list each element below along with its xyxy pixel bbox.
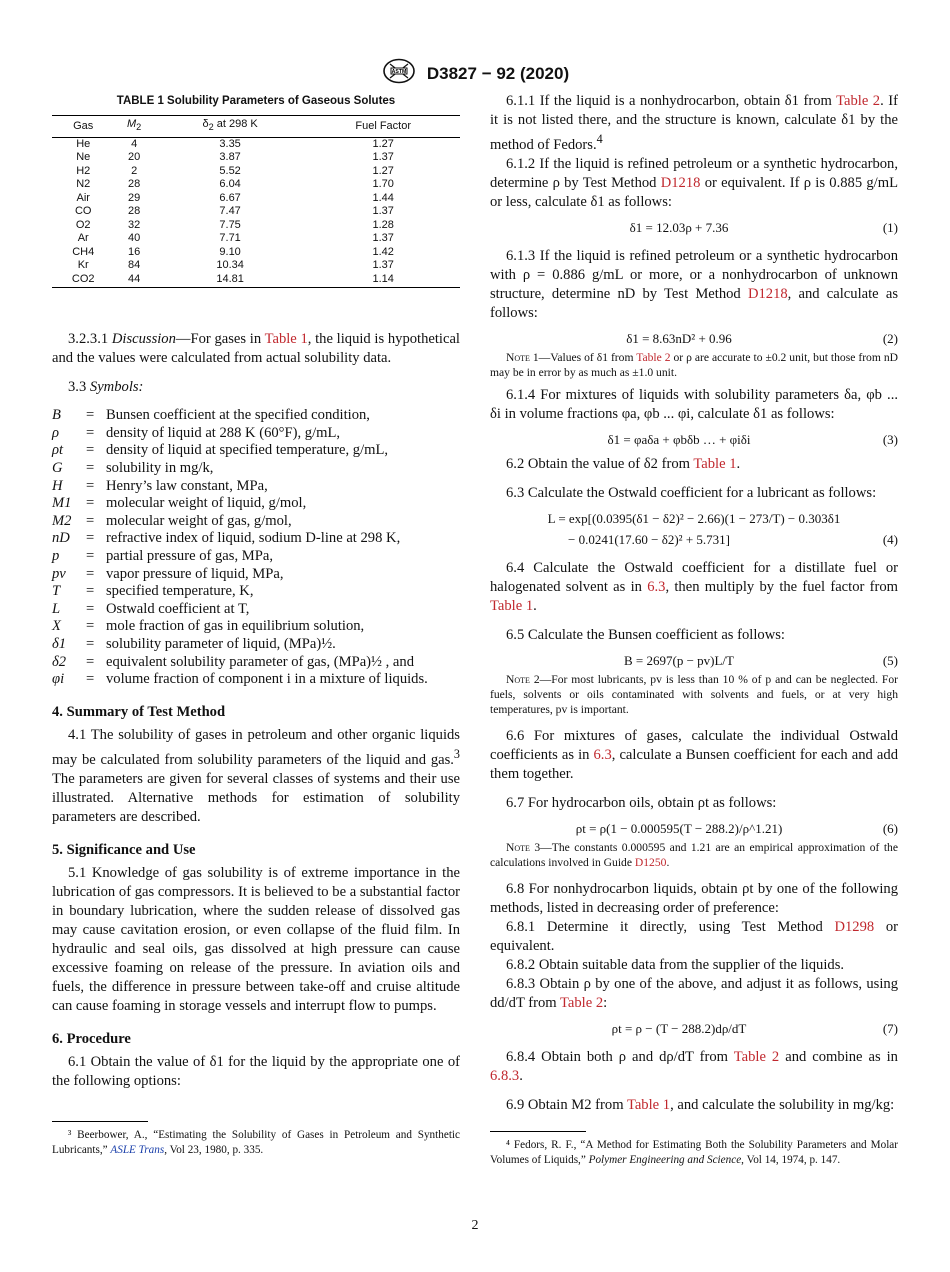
equals-sign: =	[86, 618, 95, 635]
symbol-row	[52, 548, 460, 566]
symbol-row	[52, 566, 460, 584]
symbols-list	[52, 407, 460, 689]
equation-3: δ1 = φaδa + φbδb … + φiδi (3)	[607, 431, 898, 447]
table-cell: Ar	[77, 232, 89, 245]
symbols-heading: 3.3 Symbols:	[68, 379, 144, 396]
table-row	[52, 137, 460, 151]
table-cell: 1.37	[372, 259, 394, 272]
equals-sign: =	[86, 442, 95, 459]
link-asle-trans[interactable]: ASLE Trans	[110, 1143, 165, 1156]
link-d1250[interactable]: D1250	[634, 855, 667, 869]
table-cell: 1.44	[372, 191, 394, 204]
symbol-definition: equivalent solubility parameter of gas, (MPa)½ , and	[106, 653, 415, 670]
table-cell: 1.37	[372, 232, 394, 245]
standard-designation: D3827 − 92 (2020)	[426, 63, 570, 83]
right-column	[490, 92, 898, 1168]
symbol-row	[52, 530, 460, 548]
symbol-row	[52, 671, 460, 689]
symbol-row	[52, 425, 460, 443]
equals-sign: =	[86, 583, 95, 600]
link-table-1-d[interactable]: Table 1	[626, 1096, 671, 1113]
symbol-row	[52, 618, 460, 636]
equation-4-line-1: L = exp[(0.0395(δ1 − δ2)² − 2.66)(1 − 273/T) − 0.303δ1	[547, 510, 841, 526]
paragraph-6-6: 6.6 For mixtures of gases, calculate the individual Ostwald coefficients as in 6.3, calculate a Bunsen coefficient for each and add them together.	[490, 727, 898, 782]
table-cell: 20	[128, 151, 141, 164]
table-cell: 84	[128, 259, 141, 272]
symbol: ρ	[52, 424, 60, 441]
paragraph-5-1: 5.1 Knowledge of gas solubility is of extreme importance in the lubrication of gas compressors. It is believed to be a substantial factor in boundary lubrication, where the sudden release of dissolved gas may cause cavitation erosion, or even collapse of the fluid film. In hydraulic and seal oils, gas dissolved at high pressure can cause excessive foaming on release of the pressure. In aviation oils and fuels, the difference in pressure between take-off and cruise altitude can cause foaming in storage vessels and interrupt flow to pumps.	[52, 864, 460, 1014]
paragraph-6-4: 6.4 Calculate the Ostwald coefficient for a distillate fuel or halogenated solvent as in 6.3, then multiply by the fuel factor from Table 1.	[490, 559, 898, 614]
page-header	[0, 58, 950, 89]
paragraph-6-1-1: 6.1.1 If the liquid is a nonhydrocarbon, obtain δ1 from Table 2. If it is not listed there, and the structure is known, calculate δ1 by the method of Fedors.$^4$	[490, 93, 898, 153]
symbol-definition: density of liquid at specified temperature, g/mL,	[106, 442, 389, 459]
paragraph-6-1-2: 6.1.2 If the liquid is refined petroleum or a synthetic hydrocarbon, determine ρ by Test Method D1218 or equivalent. If ρ is 0.885 g/mL or less, calculate δ1 as follows:	[490, 155, 898, 210]
note-2: Note 2—For most lubricants, pv is less than 10 % of p and can be neglected. For fuels, solvents or oils contaminated with solvents and fuels, or at very high temperatures, pv is important.	[490, 672, 898, 716]
symbol-definition: solubility parameter of liquid, (MPa)½.	[106, 635, 336, 652]
link-d1298[interactable]: D1298	[834, 918, 875, 935]
equals-sign: =	[86, 512, 95, 529]
symbol-definition: partial pressure of gas, MPa,	[106, 547, 273, 564]
symbol: T	[52, 583, 61, 600]
symbol-row	[52, 654, 460, 672]
symbol-definition: specified temperature, K,	[106, 583, 254, 600]
table-cell: CH4	[72, 245, 95, 258]
table-header-row	[52, 116, 460, 138]
section-4-heading: 4. Summary of Test Method	[52, 703, 226, 720]
symbol-definition: refractive index of liquid, sodium D-line at 298 K,	[106, 530, 401, 547]
symbol: φi	[52, 671, 65, 688]
equals-sign: =	[86, 671, 95, 688]
paragraph-6-1-4: 6.1.4 For mixtures of liquids with solubility parameters δa, φb ... δi in volume fractions φa, φb ... φi, calculate δ1 as follows:	[490, 386, 898, 422]
table-cell: 3.87	[219, 151, 241, 164]
table-row	[52, 219, 460, 233]
page-number: 2	[471, 1218, 479, 1233]
symbol: B	[52, 407, 61, 424]
paragraph-6-3: 6.3 Calculate the Ostwald coefficient for a lubricant as follows:	[506, 484, 877, 501]
section-5-heading: 5. Significance and Use	[52, 841, 196, 858]
note-3: Note 3—The constants 0.000595 and 1.21 are an empirical approximation of the calculations involved in Guide D1250.	[490, 840, 898, 869]
symbol: X	[52, 618, 61, 635]
equals-sign: =	[86, 424, 95, 441]
discussion-paragraph: 3.2.3.1 Discussion—For gases in Table 1, the liquid is hypothetical and the values were calculated from actual solubility data.	[52, 331, 460, 367]
table-cell: 1.27	[372, 164, 394, 177]
table-cell: 7.75	[219, 218, 241, 231]
symbol-row	[52, 513, 460, 531]
symbol-row	[52, 601, 460, 619]
symbol-definition: molecular weight of gas, g/mol,	[106, 512, 292, 529]
table-cell: 3.35	[219, 137, 241, 150]
table-cell: 6.04	[219, 178, 241, 191]
table-row	[52, 165, 460, 179]
paragraph-6-8-3: 6.8.3 Obtain ρ by one of the above, and adjust it as follows, using dd/dT from Table 2:	[490, 975, 898, 1011]
paragraph-6-5: 6.5 Calculate the Bunsen coefficient as follows:	[506, 626, 785, 643]
link-6-3-b[interactable]: 6.3	[593, 746, 612, 763]
table-cell: Air	[76, 191, 90, 204]
symbol: nD	[52, 530, 70, 547]
table-cell: 16	[128, 245, 141, 258]
link-table-1[interactable]: Table 1	[264, 331, 308, 348]
equation-4-line-2: − 0.0241(17.60 − δ2)² + 5.731] (4)	[567, 531, 898, 547]
symbol: M2	[52, 512, 72, 529]
symbol-definition: Henry’s law constant, MPa,	[106, 477, 268, 494]
table-cell: He	[76, 137, 91, 150]
table-cell: 14.81	[154, 273, 307, 288]
symbol-row	[52, 478, 460, 496]
table-cell: CO2	[52, 273, 114, 288]
table-row	[52, 205, 460, 219]
symbol: p	[52, 547, 60, 564]
table-row	[52, 151, 460, 165]
footnote-3: ³ Beerbower, A., “Estimating the Solubility of Gases in Petroleum and Synthetic Lubricants,” ASLE Trans, Vol 23, 1980, p. 335.	[52, 1128, 460, 1156]
symbol-definition: mole fraction of gas in equilibrium solution,	[106, 618, 365, 635]
footnote-rule-right	[490, 1131, 586, 1132]
table-cell: 40	[128, 232, 141, 245]
equals-sign: =	[86, 547, 95, 564]
link-d1218-2[interactable]: D1218	[747, 285, 788, 302]
symbol-definition: density of liquid at 288 K (60°F), g/mL,	[106, 424, 341, 441]
symbol: M1	[52, 495, 72, 512]
table-cell: 2	[131, 164, 138, 177]
equals-sign: =	[86, 477, 95, 494]
table-cell: 28	[128, 178, 141, 191]
link-table-2[interactable]: Table 2	[836, 93, 881, 109]
table-cell: 1.37	[372, 151, 394, 164]
symbol-row	[52, 636, 460, 654]
link-table-2-note[interactable]: Table 2	[636, 350, 671, 364]
table-cell: 7.47	[219, 205, 241, 218]
symbol-row	[52, 495, 460, 513]
symbol: G	[52, 459, 63, 476]
link-table-2-b[interactable]: Table 2	[560, 994, 604, 1011]
table-cell: 44	[114, 273, 153, 288]
link-6-8-3[interactable]: 6.8.3	[490, 1067, 520, 1084]
paragraph-6-8-2: 6.8.2 Obtain suitable data from the supplier of the liquids.	[506, 956, 845, 973]
table-row	[52, 273, 460, 288]
equation-7: ρt = ρ − (T − 288.2)dρ/dT (7)	[611, 1020, 898, 1036]
paragraph-6-8: 6.8 For nonhydrocarbon liquids, obtain ρt by one of the following methods, listed in decreasing order of preference:	[490, 880, 898, 916]
paragraph-6-1-3: 6.1.3 If the liquid is refined petroleum or a synthetic hydrocarbon with ρ = 0.886 g/mL or more, or a nonhydrocarbon of unknown structure, determine nD by Test Method D1218, and calculate as follows:	[490, 247, 898, 321]
table-row	[52, 246, 460, 260]
equals-sign: =	[86, 565, 95, 582]
table-cell: CO	[74, 205, 92, 218]
symbol-row	[52, 460, 460, 478]
symbol-row	[52, 583, 460, 601]
equation-1: δ1 = 12.03ρ + 7.36 (1)	[629, 219, 898, 235]
col-gas: Gas	[52, 116, 114, 138]
symbol: pv	[52, 565, 66, 582]
symbol-definition: Ostwald coefficient at T,	[106, 600, 250, 617]
link-d1218[interactable]: D1218	[660, 174, 701, 191]
svg-text:ASTM: ASTM	[391, 69, 407, 76]
symbol-row	[52, 407, 460, 425]
table-cell: 28	[128, 205, 141, 218]
table-cell: 1.28	[372, 218, 394, 231]
link-table-1-c[interactable]: Table 1	[490, 597, 534, 614]
table-cell: 6.67	[219, 191, 241, 204]
paragraph-6-8-1: 6.8.1 Determine it directly, using Test Method D1298 or equivalent.	[490, 918, 898, 954]
note-1: Note 1—Values of δ1 from Table 2 or ρ are accurate to ±0.2 unit, but those from nD may be in error by as much as ±1.0 unit.	[490, 350, 898, 379]
table-cell: Kr	[77, 259, 89, 272]
equation-6: ρt = ρ(1 − 0.000595(T − 288.2)/ρ^1.21) (6)	[575, 820, 898, 836]
table-cell: 1.37	[372, 205, 394, 218]
table-cell: 32	[128, 218, 141, 231]
table-cell: 1.70	[372, 178, 394, 191]
table-row	[52, 259, 460, 273]
symbol-definition: solubility in mg/k,	[106, 459, 214, 476]
astm-logo-icon	[381, 58, 417, 89]
equals-sign: =	[86, 635, 95, 652]
symbol: H	[52, 477, 63, 494]
table-cell: 9.10	[219, 245, 241, 258]
equation-5: B = 2697(p − pv)L/T (5)	[624, 652, 898, 668]
left-column	[52, 92, 460, 1158]
footnote-rule	[52, 1121, 148, 1122]
table-cell: O2	[75, 218, 91, 231]
equation-2: δ1 = 8.63nD² + 0.96 (2)	[626, 330, 898, 346]
table-cell: 4	[131, 137, 138, 150]
section-6-heading: 6. Procedure	[52, 1030, 131, 1047]
table-cell: H2	[76, 164, 91, 177]
symbol-definition: vapor pressure of liquid, MPa,	[106, 565, 284, 582]
symbol-definition: molecular weight of liquid, g/mol,	[106, 495, 307, 512]
table-cell: 1.27	[372, 137, 394, 150]
symbol-definition: Bunsen coefficient at the specified condition,	[106, 407, 370, 424]
col-delta2: $\delta_2$ at 298 K	[154, 116, 307, 138]
table-cell: 10.34	[216, 259, 244, 272]
table-1-title: TABLE 1 Solubility Parameters of Gaseous Solutes	[116, 95, 396, 107]
link-table-2-c[interactable]: Table 2	[733, 1048, 780, 1065]
paragraph-6-7: 6.7 For hydrocarbon oils, obtain ρt as follows:	[506, 794, 777, 811]
table-cell: Ne	[76, 151, 91, 164]
link-6-3[interactable]: 6.3	[647, 578, 666, 595]
table-row	[52, 178, 460, 192]
equals-sign: =	[86, 530, 95, 547]
symbol: δ1	[52, 635, 67, 652]
col-m2: $M_2$	[114, 116, 153, 138]
table-cell: 29	[128, 191, 141, 204]
paragraph-4-1: 4.1 The solubility of gases in petroleum and other organic liquids may be calculated from solubility parameters of the liquid and gas.$^3$ The parameters are given for several classes of systems and their use illustrated. Alternative methods for estimation of solubility parameters are described.	[52, 726, 460, 825]
table-row	[52, 192, 460, 206]
table-cell: 7.71	[219, 232, 241, 245]
paragraph-6-2: 6.2 Obtain the value of δ2 from Table 1.	[506, 455, 741, 472]
table-1-body	[52, 137, 460, 288]
symbol-row	[52, 442, 460, 460]
table-cell: 1.42	[372, 245, 394, 258]
equals-sign: =	[86, 653, 95, 670]
col-fuel-factor: Fuel Factor	[306, 116, 460, 138]
table-cell: N2	[76, 178, 91, 191]
table-1	[52, 115, 460, 288]
table-cell: 5.52	[219, 164, 241, 177]
equals-sign: =	[86, 600, 95, 617]
symbol: ρt	[52, 442, 64, 459]
footnote-4: ⁴ Fedors, R. F., “A Method for Estimating Both the Solubility Parameters and Molar Volumes of Liquids,” Polymer Engineering and Science, Vol 14, 1974, p. 147.	[490, 1138, 898, 1166]
link-table-1-b[interactable]: Table 1	[693, 455, 737, 472]
symbol: δ2	[52, 653, 67, 670]
paragraph-6-8-4: 6.8.4 Obtain both ρ and dρ/dT from Table 2 and combine as in 6.8.3.	[490, 1048, 898, 1084]
equals-sign: =	[86, 407, 95, 424]
equals-sign: =	[86, 459, 95, 476]
paragraph-6-9: 6.9 Obtain M2 from Table 1, and calculate the solubility in mg/kg:	[506, 1096, 895, 1113]
table-cell: 1.14	[306, 273, 460, 288]
equals-sign: =	[86, 495, 95, 512]
symbol-definition: volume fraction of component i in a mixture of liquids.	[106, 671, 428, 688]
symbol: L	[52, 600, 61, 617]
table-row	[52, 232, 460, 246]
paragraph-6-1: 6.1 Obtain the value of δ1 for the liquid by the appropriate one of the following options:	[52, 1053, 460, 1089]
